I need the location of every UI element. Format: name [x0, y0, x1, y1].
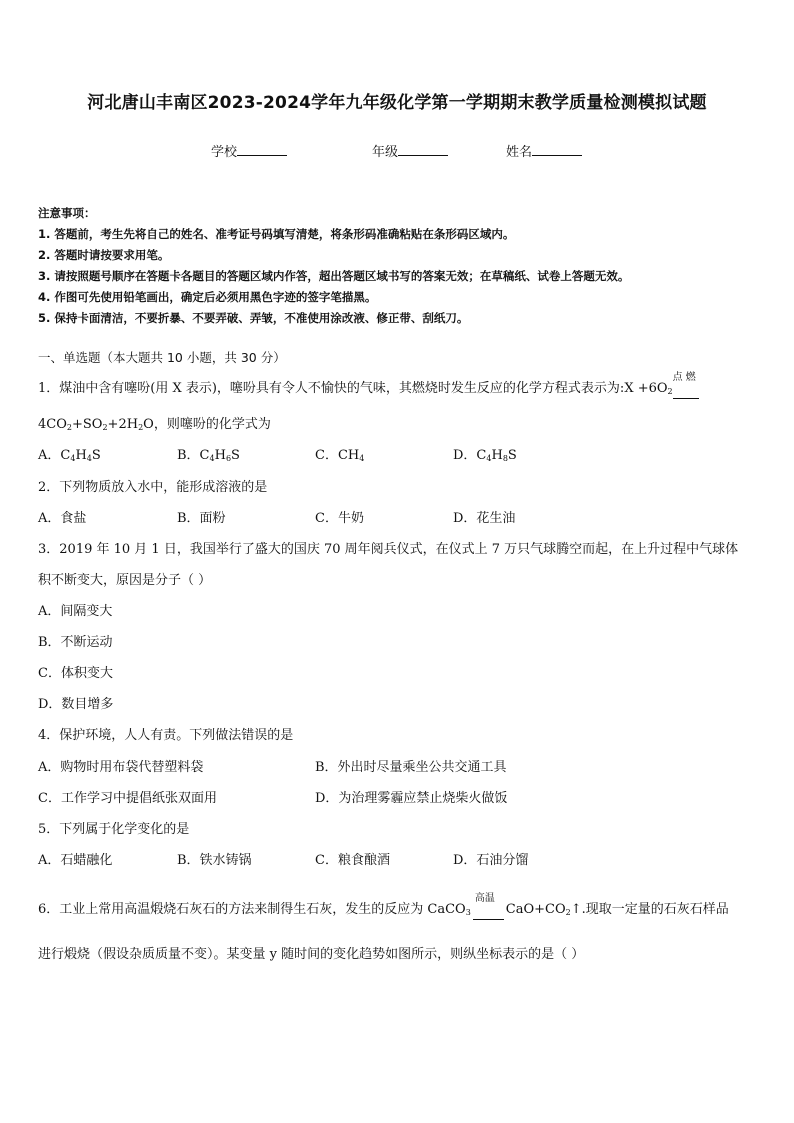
- q2-option-b[interactable]: B．面粉: [177, 511, 226, 526]
- school-field[interactable]: 学校: [211, 141, 287, 160]
- q3-option-d[interactable]: D．数目增多: [38, 697, 114, 712]
- q4-option-a[interactable]: A．购物时用布袋代替塑料袋: [38, 760, 204, 775]
- reaction-condition: 点 燃: [672, 372, 696, 383]
- question-6-stem-2: 进行煅烧（假设杂质质量不变）。某变量 y 随时间的变化趋势如图所示，则纵坐标表示的是（ ）: [38, 947, 585, 962]
- q4-option-b[interactable]: B．外出时尽量乘坐公共交通工具: [315, 760, 507, 775]
- note-item: 2. 答题时请按要求用笔。: [38, 248, 170, 262]
- question-6-stem: 6．工业上常用高温煅烧石灰石的方法来制得生石灰，发生的反应为 CaCO$_3$ 高温 $CaO+CO_2↑$.现取一定量的石灰石样品: [38, 901, 729, 922]
- note-item: 3. 请按照题号顺序在答题卡各题目的答题区域内作答，超出答题区域书写的答案无效；在草稿纸、试卷上答题无效。: [38, 269, 630, 283]
- q3-option-b[interactable]: B．不断运动: [38, 635, 113, 650]
- q1-option-a[interactable]: A．$C_4H_4S$: [38, 448, 101, 463]
- q5-option-a[interactable]: A．石蜡融化: [38, 853, 113, 868]
- name-field[interactable]: 姓名: [506, 141, 582, 160]
- q1-option-d[interactable]: D．$C_4H_8S$: [453, 448, 517, 463]
- question-1-stem-2: $4CO_2+SO_2+2H_2O$，则噻吩的化学式为: [38, 417, 271, 432]
- question-2-stem: 2．下列物质放入水中，能形成溶液的是: [38, 480, 268, 495]
- q2-option-a[interactable]: A．食盐: [38, 511, 87, 526]
- notes-heading: 注意事项：: [38, 206, 96, 220]
- question-5-stem: 5．下列属于化学变化的是: [38, 822, 190, 837]
- question-4-stem: 4．保护环境，人人有责。下列做法错误的是: [38, 728, 294, 743]
- reaction-condition: 高温: [474, 893, 495, 904]
- notes-section: [38, 203, 629, 329]
- question-3-stem-2: 积不断变大，原因是分子（ ）: [38, 573, 212, 588]
- q2-option-c[interactable]: C．牛奶: [315, 511, 364, 526]
- note-item: 4. 作图可先使用铅笔画出，确定后必须用黑色字迹的签字笔描黑。: [38, 290, 377, 304]
- note-item: 1. 答题前，考生先将自己的姓名、准考证号码填写清楚，将条形码准确粘贴在条形码区域内。: [38, 227, 515, 241]
- q2-option-d[interactable]: D．花生油: [453, 511, 516, 526]
- question-3-stem: 3．2019 年 10 月 1 日，我国举行了盛大的国庆 70 周年阅兵仪式，在仪式上 7 万只气球腾空而起，在上升过程中气球体: [38, 542, 739, 557]
- q1-option-c[interactable]: C．$CH_4$: [315, 448, 365, 463]
- q1-option-b[interactable]: B．$C_4H_6S$: [177, 448, 240, 463]
- q4-option-d[interactable]: D．为治理雾霾应禁止烧柴火做饭: [315, 791, 508, 806]
- q3-option-c[interactable]: C．体积变大: [38, 666, 113, 681]
- page-title: 河北唐山丰南区2023-2024学年九年级化学第一学期期末教学质量检测模拟试题: [87, 93, 707, 113]
- note-item: 5. 保持卡面清洁，不要折暴、不要弄破、弄皱，不准使用涂改液、修正带、刮纸刀。: [38, 311, 469, 325]
- q3-option-a[interactable]: A．间隔变大: [38, 604, 113, 619]
- question-1-stem: 1．煤油中含有噻吩(用 X 表示)，噻吩具有令人不愉快的气味，其燃烧时发生反应的化学方程式表示为:X $+6O_2$ 点 燃: [38, 380, 699, 401]
- q5-option-c[interactable]: C．粮食酿酒: [315, 853, 390, 868]
- q5-option-b[interactable]: B．铁水铸锅: [177, 853, 252, 868]
- section-heading: 一、单选题（本大题共 10 小题，共 30 分）: [38, 350, 286, 365]
- q5-option-d[interactable]: D．石油分馏: [453, 853, 529, 868]
- grade-field[interactable]: 年级: [372, 141, 448, 160]
- q4-option-c[interactable]: C．工作学习中提倡纸张双面用: [38, 791, 217, 806]
